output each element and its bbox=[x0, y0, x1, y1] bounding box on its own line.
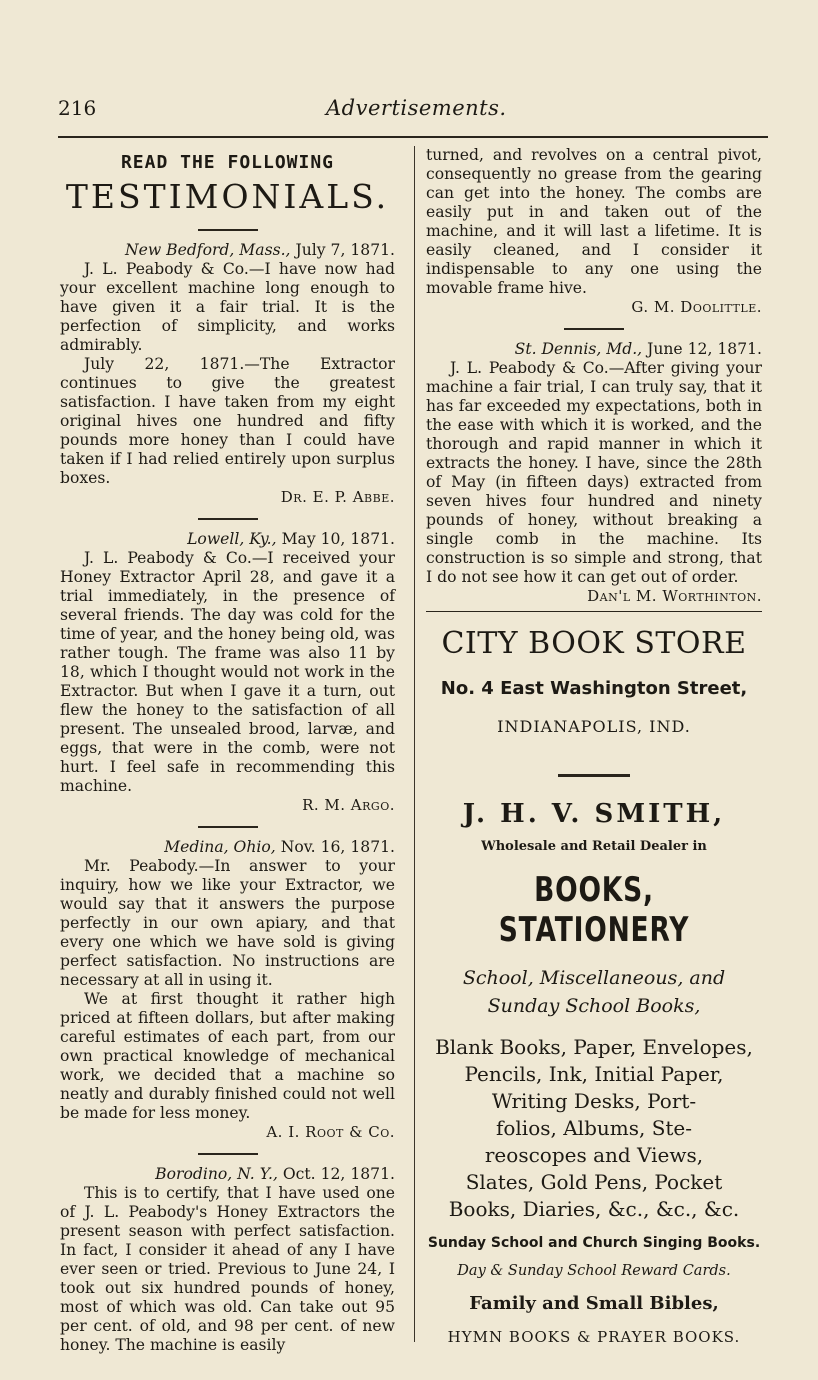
section-rule bbox=[198, 826, 258, 828]
letter-body-followup: July 22, 1871.—The Extractor continues to give the greatest satisfaction. I have taken from my eight original hives one hundred and fifty pounds more honey than I could have taken if I had relied entirely upon surplus boxes. bbox=[60, 355, 395, 487]
dateline-date: Oct. 12, 1871. bbox=[282, 1165, 395, 1183]
letter-body: J. L. Peabody & Co.—After giving your machine a fair trial, I can truly say, that it has far exceeded my expectations, both in the ease with which it is worked, and the thorough and rapid manner in which it extracts the honey. I have, since the 28th of May (in fifteen days) extracted from seven hives four hundred and ninety pounds of honey, without breaking a single comb in the machine. Its construction is so simple and strong, that I do not see how it can get out of order. bbox=[426, 359, 762, 586]
dateline-date: May 10, 1871. bbox=[281, 530, 395, 548]
header-rule bbox=[58, 136, 768, 138]
letter-signature: G. M. Doolittle. bbox=[631, 298, 762, 316]
letter-body: J. L. Peabody & Co.—I received your Honey Extractor April 28, and gave it a trial immediately, in the presence of several friends. The day was cold for the time of year, and the honey being old, was rather tough. The frame was also 11 by 18, which I thought would not work in the Extractor. But when I gave it a turn, out flew the honey to the satisfaction of all present. The unsealed brood, larvæ, and eggs, that were in the comb, were not hurt. I feel safe in recommending this machine. bbox=[60, 549, 395, 795]
column-divider bbox=[414, 146, 415, 1342]
letter-body: Mr. Peabody.—In answer to your inquiry, how we like your Extractor, we would say that it answers the purpose perfectly in our own apiary, and that every one which we have sold is giving perfect satisfaction. No instructions are necessary at all in using it. bbox=[60, 857, 395, 989]
section-rule bbox=[198, 1153, 258, 1155]
bibles-line: Family and Small Bibles, bbox=[469, 1293, 719, 1314]
dateline bbox=[60, 1165, 395, 1184]
school-books-line-1: School, Miscellaneous, and bbox=[462, 967, 726, 989]
section-rule bbox=[198, 518, 258, 520]
letter-signature: R. M. Argo. bbox=[302, 796, 395, 814]
running-head bbox=[58, 96, 758, 126]
page-number: 216 bbox=[58, 96, 97, 120]
merchandise-line: Blank Books, Paper, Envelopes, bbox=[435, 1035, 753, 1059]
running-title: Advertisements. bbox=[326, 96, 507, 120]
dateline-date: Nov. 16, 1871. bbox=[280, 838, 395, 856]
dateline-date: June 12, 1871. bbox=[647, 340, 762, 358]
dateline bbox=[426, 340, 762, 359]
dealer-line: Wholesale and Retail Dealer in bbox=[481, 839, 707, 854]
bookstore-advertisement bbox=[426, 626, 762, 1346]
testimonial-continuation bbox=[426, 146, 762, 316]
merchandise-line: Pencils, Ink, Initial Paper, bbox=[464, 1062, 724, 1086]
merchandise-line: Writing Desks, Port- bbox=[491, 1089, 697, 1113]
testimonial-st-dennis bbox=[426, 340, 762, 605]
letter-body-followup: We at first thought it rather high priced at fifteen dollars, but after making careful estimates of each part, from our own practical knowledge of mechanical work, we decided that a machine so neatly and durably finished could not well be made for less money. bbox=[60, 990, 395, 1122]
ad-rule bbox=[558, 774, 630, 777]
proprietor-name: J. H. V. SMITH, bbox=[462, 799, 726, 829]
read-heading: READ THE FOLLOWING bbox=[120, 152, 335, 173]
hymn-books-line: HYMN BOOKS & PRAYER BOOKS. bbox=[447, 1328, 741, 1346]
singing-books-line: Sunday School and Church Singing Books. bbox=[427, 1235, 761, 1251]
store-city: INDIANAPOLIS, IND. bbox=[497, 717, 691, 736]
dateline-place: New Bedford, Mass., bbox=[124, 241, 291, 259]
dateline-date: July 7, 1871. bbox=[295, 241, 395, 259]
dateline bbox=[60, 241, 395, 260]
section-rule bbox=[564, 328, 624, 330]
merchandise-line: folios, Albums, Ste- bbox=[495, 1116, 693, 1140]
dateline-place: Borodino, N. Y., bbox=[155, 1165, 278, 1183]
dateline-place: St. Dennis, Md., bbox=[514, 340, 643, 358]
books-stationery-headline: BOOKS, STATIONERY bbox=[498, 870, 690, 950]
testimonial-lowell bbox=[60, 530, 395, 814]
testimonial-medina bbox=[60, 838, 395, 1141]
section-rule bbox=[198, 229, 258, 231]
letter-body: J. L. Peabody & Co.—I have now had your excellent machine long enough to have given it a fair trial. It is the perfection of simplicity, and works admirably. bbox=[60, 260, 395, 354]
merchandise-line: reoscopes and Views, bbox=[484, 1143, 704, 1167]
continuation-body: turned, and revolves on a central pivot, consequently no grease from the gearing can get into the honey. The combs are easily put in and taken out of the machine, and it will last a lifetime. It is easily cleaned, and I consider it indispensable to any one using the movable frame hive. bbox=[426, 146, 762, 297]
merchandise-list bbox=[426, 1034, 762, 1223]
testimonials-heading: TESTIMONIALS. bbox=[65, 177, 390, 216]
store-address: No. 4 East Washington Street, bbox=[440, 678, 748, 699]
dateline-place: Medina, Ohio, bbox=[164, 838, 276, 856]
letter-signature: A. I. Root & Co. bbox=[266, 1123, 395, 1141]
school-books-line bbox=[426, 964, 762, 1020]
testimonial-new-bedford bbox=[60, 241, 395, 506]
dateline bbox=[60, 838, 395, 857]
merchandise-line: Slates, Gold Pens, Pocket bbox=[465, 1170, 723, 1194]
dateline-place: Lowell, Ky., bbox=[187, 530, 277, 548]
left-column bbox=[60, 146, 395, 1361]
ad-divider bbox=[426, 611, 762, 612]
right-column bbox=[426, 146, 762, 1346]
letter-body: This is to certify, that I have used one of J. L. Peabody's Honey Extractors the present season with perfect satisfaction. In fact, I consider it ahead of any I have ever seen or tried. Previous to June 24, I took out six hundred pounds of honey, most of which was old. Can take out 95 per cent. of old, and 98 per cent. of new honey. The machine is easily bbox=[60, 1184, 395, 1354]
reward-cards-line: Day & Sunday School Reward Cards. bbox=[457, 1263, 731, 1279]
letter-signature: Dr. E. P. Abbe. bbox=[280, 488, 395, 506]
testimonial-borodino bbox=[60, 1165, 395, 1355]
letter-signature: Dan'l M. Worthinton. bbox=[587, 587, 762, 605]
merchandise-line: Books, Diaries, &c., &c., &c. bbox=[448, 1197, 740, 1221]
dateline bbox=[60, 530, 395, 549]
school-books-line-2: Sunday School Books, bbox=[487, 995, 701, 1017]
store-name: CITY BOOK STORE bbox=[441, 626, 747, 661]
